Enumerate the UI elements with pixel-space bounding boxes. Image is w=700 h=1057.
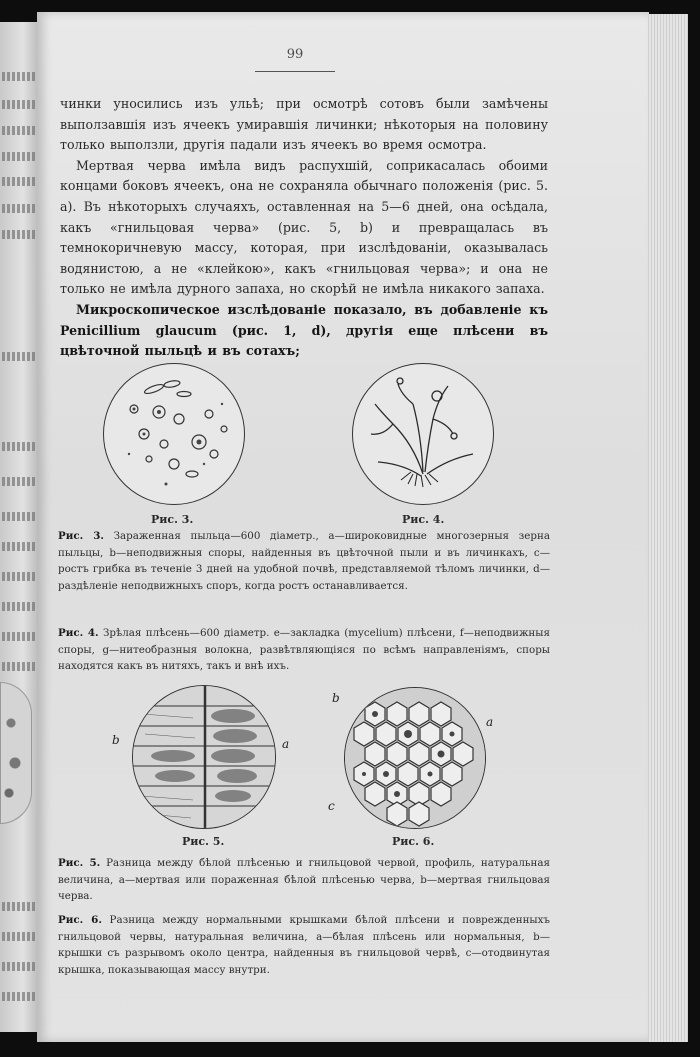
page-number: 99 (286, 47, 304, 62)
fig6-letter-a: a (486, 715, 494, 729)
caption-fig6-text: Разница между нормальными крышками бѣлой плѣсени и поврежденныхъ гнильцовой червы, натуральная величина, a—бѣлая плѣсень или нормальныя, b—крышки съ разрывомъ около центра, найденныя въ гнильцовой червѣ, c—отодвинутая крышка, показывающая массу внутри. (58, 914, 550, 976)
caption-fig5-text: Разница между бѣлой плѣсенью и гнильцовой червой, профиль, натуральная величина, a—мертвая или пораженная бѣлой плѣсенью черва, b—мертвая гнильцовая черва. (58, 857, 550, 902)
paragraph-3: Микроскопическое изслѣдованіе показало, въ добавленіе къ Penicillium glaucum (рис. 1, d), другія еще плѣсени въ цвѣточной пыльцѣ и въ сотахъ; (60, 301, 548, 359)
paragraph-2: Мертвая черва имѣла видъ распухшій, соприкасалась обоими концами боковъ ячеекъ, она не сохраняла обычнаго положенія (рис. 5. a). Въ нѣкоторыхъ случаяхъ, оставленная на 5—6 дней, она осѣдала, какъ «гнильцовая черва» (рис. 5, b) и превращалась въ темнокоричневую массу, которая, при изслѣдованіи, оказывалась водянистою, а не «клейкою», какъ «гнильцовая черва»; и она не только не имѣла дурного запаха, но скорѣй не имѣла никакого запаха. (60, 157, 548, 297)
caption-fig5 (58, 855, 550, 905)
fig3-label: Рис. 3. (151, 513, 194, 526)
body-text (60, 94, 548, 362)
fig4-label: Рис. 4. (402, 513, 445, 526)
fig6-letter-c: c (328, 799, 335, 813)
caption-fig4-text: Зрѣлая плѣсень—600 діаметр. e—закладка (mycelium) плѣсени, f—неподвижныя споры, g—нитеобразныя волокна, развѣтвляющіяся по всѣмъ направленіямъ, споры находятся какъ въ нитяхъ, такъ и внѣ ихъ. (58, 627, 550, 672)
fig5-letter-a: a (282, 737, 290, 751)
caption-fig6-lead: Рис. 6. (58, 914, 102, 926)
figure-3 (103, 363, 245, 526)
caption-fig3 (58, 528, 550, 594)
adjacent-page-fragment (0, 22, 38, 1032)
figure-4 (352, 363, 494, 526)
fig5-illustration (132, 685, 276, 829)
fig5-letter-b: b (112, 733, 120, 747)
fig6-illustration (344, 687, 486, 829)
fig5-label: Рис. 5. (182, 835, 225, 848)
page-edges (648, 14, 688, 1042)
paragraph-1: чинки уносились изъ ульѣ; при осмотрѣ сотовъ были замѣчены выползавшія изъ ячеекъ умиравшія личинки; нѣкоторыя на половину только выползли, другія падали изъ ячеекъ во время осмотра. (60, 96, 548, 153)
fig3-illustration (103, 363, 245, 505)
caption-fig6 (58, 912, 550, 978)
figure-5 (112, 685, 290, 848)
page-number-rule (255, 71, 335, 72)
caption-fig3-text: Зараженная пыльца—600 діаметр., a—широковидные многозерныя зерна пыльцы, b—неподвижныя споры, найденныя въ цвѣточной пыли и въ личинкахъ, c—ростъ грибка въ теченіе 3 дней на удобной почвѣ, представляемой тѣломъ личинки, d—раздѣленіе неподвижныхъ споръ, когда ростъ останавливается. (58, 530, 550, 592)
caption-fig5-lead: Рис. 5. (58, 857, 101, 869)
figure-6 (328, 687, 494, 848)
fig6-label: Рис. 6. (392, 835, 435, 848)
caption-fig4-lead: Рис. 4. (58, 627, 99, 639)
caption-fig3-lead: Рис. 3. (58, 530, 104, 542)
fig4-illustration (352, 363, 494, 505)
fig6-letter-b: b (332, 691, 340, 705)
caption-fig4 (58, 625, 550, 675)
